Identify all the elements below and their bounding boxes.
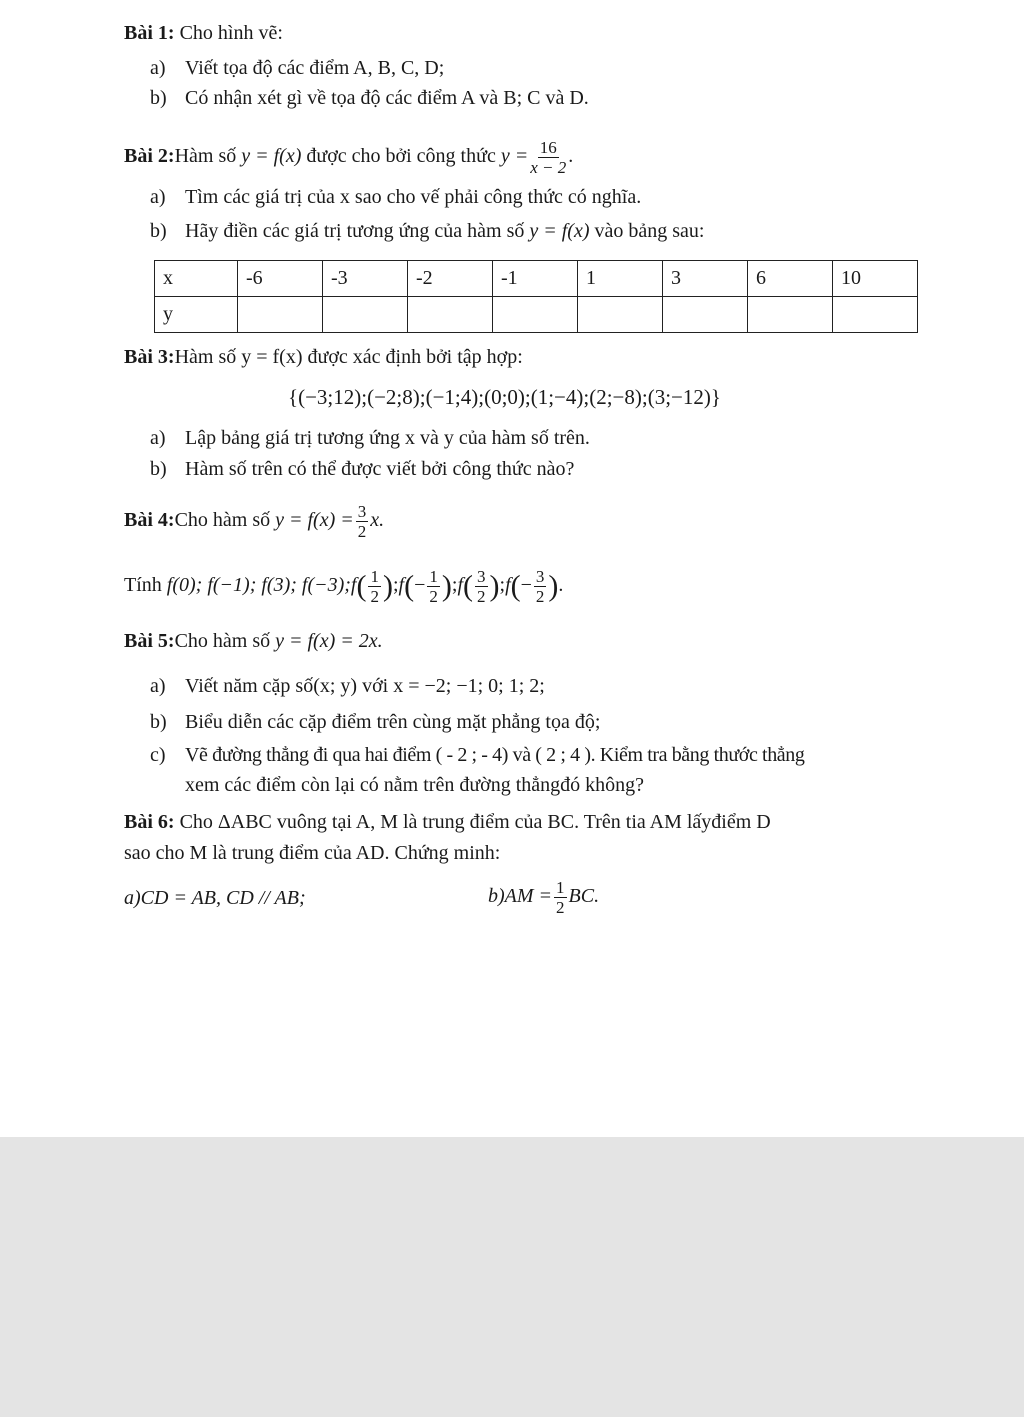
table-cell-empty <box>833 297 918 333</box>
numerator: 1 <box>429 566 438 586</box>
bai5-c <box>150 743 804 767</box>
bai4-compute: Tính f(0); f(−1); f(3); f(−3);f( $\frac{1}{2}$ );f(− $\frac{1}{2}$ );f( $\frac{3}{2}$ );f(− $\frac{3}{2}$ ). <box>124 566 564 606</box>
item-text: Lập bảng giá trị tương ứng x và y của hàm số trên. <box>185 427 590 449</box>
item-text: Có nhận xét gì về tọa độ các điểm A và B; C và D. <box>185 87 589 109</box>
exercise-text: Hàm số <box>174 145 242 167</box>
exercise-label: Bài 5: <box>124 630 175 652</box>
exercise-text: sao cho M là trung điểm của AD. Chứng minh: <box>124 842 501 864</box>
table-cell: -3 <box>323 261 408 297</box>
item-label: a) <box>150 186 166 208</box>
denominator: 2 <box>357 521 367 541</box>
point-set: {(−3;12);(−2;8);(−1;4);(0;0);(1;−4);(2;−8);(3;−12)} <box>288 385 721 409</box>
paren: ) <box>382 569 393 603</box>
exercise-text: Cho hình vẽ: <box>174 22 283 44</box>
item-label: b) <box>150 458 167 480</box>
denominator: 2 <box>429 586 438 606</box>
table-cell-empty <box>238 297 323 333</box>
item-text: Viết tọa độ các điểm A, B, C, D; <box>185 57 445 79</box>
numerator: 16 <box>539 137 557 157</box>
formula: y = f(x) <box>529 220 590 242</box>
period: . <box>568 145 574 167</box>
item-text: Viết năm cặp số(x; y) với x = −2; −1; 0; 1; 2; <box>185 675 545 697</box>
formula: y = f(x) <box>241 145 302 167</box>
fraction <box>475 567 488 606</box>
item-label: a) <box>150 57 166 79</box>
bai6-b <box>488 876 599 917</box>
bai5-heading <box>124 629 383 653</box>
formula: y = f(x) = 2x. <box>275 630 383 652</box>
table-header-x: x <box>155 261 238 297</box>
formula: f <box>398 574 405 596</box>
table-cell-empty <box>748 297 833 333</box>
item-label: a) <box>150 427 166 449</box>
exercise-label: Bài 4: <box>124 509 175 531</box>
item-text: Tìm các giá trị của x sao cho vế phải công thức có nghĩa. <box>185 186 642 208</box>
numerator: 3 <box>535 566 545 586</box>
item-text-continued: xem các điểm còn lại có nằm trên đường thẳngđó không? <box>185 774 645 796</box>
formula: BC. <box>568 885 600 907</box>
numerator: 3 <box>477 566 486 586</box>
paren: ( <box>510 569 521 603</box>
item-label: c) <box>150 744 166 766</box>
table-cell-empty <box>408 297 493 333</box>
bai1-b <box>150 86 589 110</box>
denominator: 2 <box>535 586 545 606</box>
value-table <box>154 260 918 333</box>
numerator: 1 <box>556 877 565 897</box>
bai5-b <box>150 710 600 734</box>
exercise-label: Bài 2: <box>124 145 175 167</box>
formula: f <box>505 574 511 596</box>
exercise-text: được cho bởi công thức <box>301 145 501 167</box>
item-text: vào bảng sau: <box>589 220 705 242</box>
numerator: 1 <box>370 566 379 586</box>
table-row-x <box>155 261 918 297</box>
exercise-text: Hàm số y = f(x) được xác định bởi tập hợp: <box>174 346 523 368</box>
item-text: Biểu diễn các cặp điểm trên cùng mặt phẳng tọa độ; <box>185 711 601 733</box>
denominator: x − 2 <box>530 157 567 177</box>
bai2-heading <box>124 136 573 177</box>
bai2-b <box>150 219 705 243</box>
formula: b)AM = <box>488 885 553 907</box>
item-text: Vẽ đường thẳng đi qua hai điểm ( - 2 ; - 4) và ( 2 ; 4 ). Kiểm tra bằng thước thẳng <box>185 744 805 766</box>
paren: ) <box>548 569 559 603</box>
table-cell-empty <box>578 297 663 333</box>
formula: y = f(x) = <box>275 509 354 531</box>
bai1-a <box>150 56 444 80</box>
fraction <box>534 567 547 606</box>
denominator: 2 <box>556 897 565 917</box>
item-text: Hàm số trên có thể được viết bởi công thức nào? <box>185 458 575 480</box>
exercise-label: Bài 6: <box>124 811 175 833</box>
table-header-y: y <box>155 297 238 333</box>
exercise-label: Bài 1: <box>124 22 175 44</box>
exercise-text: Cho hàm số <box>174 509 276 531</box>
table-row-y <box>155 297 918 333</box>
denominator: 2 <box>370 586 379 606</box>
fraction <box>427 567 440 606</box>
item-label: b) <box>150 87 167 109</box>
fraction <box>554 878 567 917</box>
bai3-b <box>150 457 574 481</box>
bai5-a <box>150 674 545 698</box>
bai1-heading <box>124 21 283 45</box>
exercise-label: Bài 3: <box>124 346 175 368</box>
bai3-a <box>150 426 590 450</box>
table-cell: -2 <box>408 261 493 297</box>
background-area <box>0 1137 1024 1417</box>
table-cell: -1 <box>493 261 578 297</box>
exercise-text: Cho hàm số <box>174 630 276 652</box>
table-cell-empty <box>663 297 748 333</box>
formula: x. <box>370 509 385 531</box>
table-cell: 10 <box>833 261 918 297</box>
fraction <box>368 567 381 606</box>
table-cell: 3 <box>663 261 748 297</box>
paren: ( <box>463 569 474 603</box>
bai3-heading <box>124 345 523 369</box>
fraction <box>530 138 566 177</box>
item-label: a) <box>150 675 166 697</box>
fraction <box>356 502 369 541</box>
formula: f <box>457 574 464 596</box>
table-cell-empty <box>493 297 578 333</box>
exercise-text: Cho ΔABC vuông tại A, M là trung điểm của BC. Trên tia AM lấyđiểm D <box>174 811 771 833</box>
paren: ( <box>404 569 415 603</box>
formula: f(0); f(−1); f(3); f(−3); <box>166 574 351 596</box>
formula: y = <box>500 145 529 167</box>
denominator: 2 <box>477 586 486 606</box>
paren: ) <box>441 569 452 603</box>
item-text: Hãy điền các giá trị tương ứng của hàm số <box>185 220 530 242</box>
item-label: b) <box>150 711 167 733</box>
table-cell: -6 <box>238 261 323 297</box>
numerator: 3 <box>357 501 367 521</box>
exercise-text: Tính <box>124 574 162 596</box>
table-cell: 1 <box>578 261 663 297</box>
paren: ( <box>356 569 367 603</box>
item-label: b) <box>150 220 167 242</box>
paren: ) <box>489 569 500 603</box>
formula: f <box>350 574 357 596</box>
bai2-a <box>150 185 641 209</box>
bai4-heading <box>124 500 384 541</box>
table-cell-empty <box>323 297 408 333</box>
bai6-a: a)CD = AB, CD // AB; <box>124 887 306 909</box>
table-cell: 6 <box>748 261 833 297</box>
bai6-heading <box>124 810 771 834</box>
